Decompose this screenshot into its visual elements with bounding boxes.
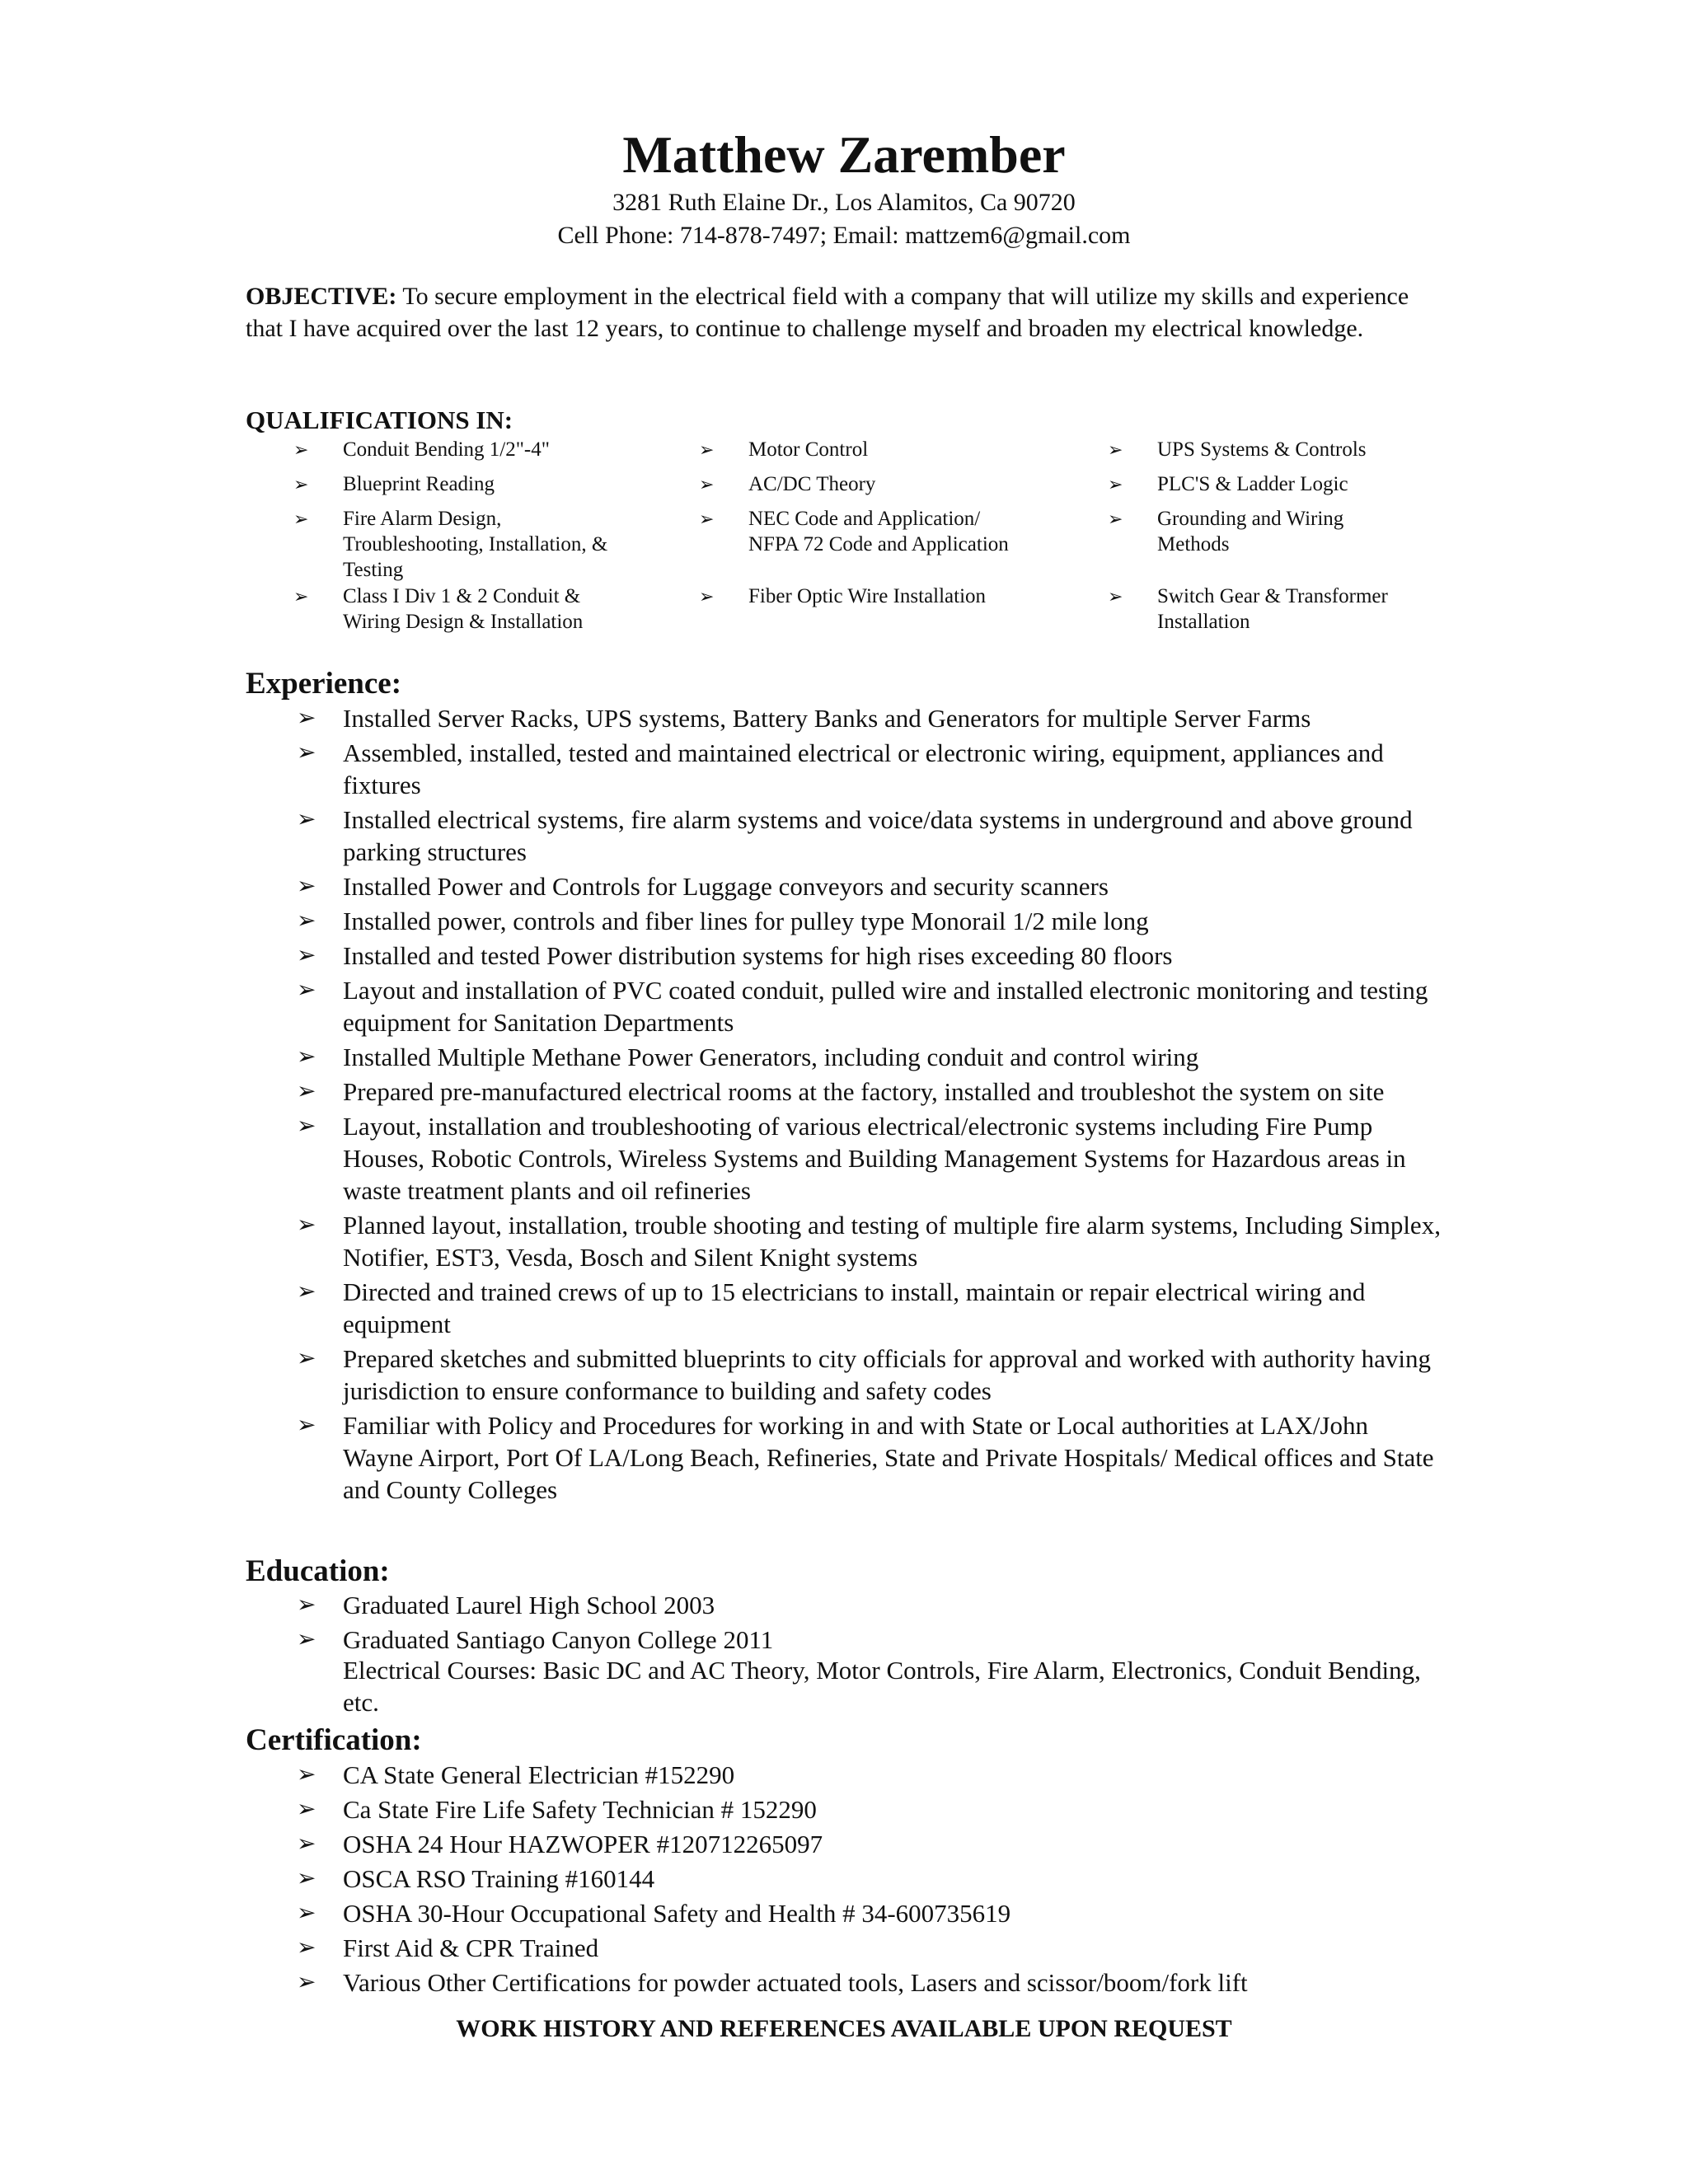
qualifications-title: QUALIFICATIONS IN:: [246, 405, 513, 434]
list-item: ➢ Planned layout, installation, trouble shooting and testing of multiple fire alarm systems, Including Simplex, Notifier, EST3, Vesda, Bosch and Silent Knight systems: [297, 1211, 1441, 1272]
experience-list: [246, 702, 1441, 1508]
candidate-name: Matthew Zarember: [622, 125, 1066, 184]
arrow-bullet-icon: ➢: [297, 1627, 316, 1652]
arrow-bullet-icon: ➢: [297, 1935, 316, 1961]
list-item: ➢ OSCA RSO Training #160144: [297, 1864, 655, 1893]
arrow-bullet-icon: ➢: [297, 943, 316, 968]
arrow-bullet-icon: ➢: [297, 1279, 316, 1305]
list-item: ➢ Ca State Fire Life Safety Technician # 152290: [297, 1795, 817, 1824]
arrow-bullet-icon: ➢: [297, 1797, 316, 1822]
objective-label: OBJECTIVE:: [246, 283, 397, 310]
arrow-bullet-icon: ➢: [297, 1212, 316, 1238]
list-item: ➢ Layout, installation and troubleshooting of various electrical/electronic systems including Fire Pump Houses, Robotic Controls, Wireless Systems and Building Management Systems for Hazardous areas in waste treatment plants and oil refineries: [297, 1112, 1406, 1205]
arrow-bullet-icon: ➢: [297, 874, 316, 899]
references-footer: WORK HISTORY AND REFERENCES AVAILABLE UPON REQUEST: [456, 2015, 1232, 2042]
objective-text: To secure employment in the electrical field with a company that will utilize my skills and experience that I have acquired over the last 12 years, to continue to challenge myself and broaden my electrical knowledge.: [246, 283, 1409, 342]
resume-page: Matthew Zarember 3281 Ruth Elaine Dr., Los Alamitos, Ca 90720 Cell Phone: 714-878-7497; Email: mattzem6@gmail.com OBJECTIVE: To secure employment in the electrical field with a company that will utilize my skills and experience that I have acquired over the last 12 years, to continue to challenge myself and broaden my electrical knowledge. QUALIFICATIONS IN: ➢ Conduit Bending 1/2"-4" ➢ Blueprint Reading ➢ Fire Alarm Design, Troubleshooting, Installation, & Testing ➢ Class I Div 1 & 2 Conduit & Wiring Design & Installation ➢ Motor Control ➢ AC/DC Theory ➢ NEC Code and Application/ NFPA 72 Code and Application ➢ Fiber Optic Wire Installation ➢ UPS Systems & Controls ➢ PLC'S & Ladder Logic ➢ Grounding and Wiring Methods ➢ Switch Gear & Transformer Installation Experience: ➢ Installed Server Racks, UPS systems, Battery Banks and Generators for multiple Server Farms ➢ Assembled, installed, tested and maintained electrical or electronic wiring, equipment, appliances and fixtures ➢ Installed electrical systems, fire alarm systems and voice/data systems in underground and above ground parking structures ➢ Installed Power and Controls for Luggage conveyors and security scanners ➢ Installed power, controls and fiber lines for pulley type Monorail 1/2 mile long ➢ Installed and tested Power distribution systems for high rises exceeding 80 floors ➢ Layout and installation of PVC coated conduit, pulled wire and installed electronic monitoring and testing equipment for Sanitation Departments ➢ Installed Multiple Methane Power Generators, including conduit and control wiring ➢ Prepared pre-manufactured electrical rooms at the factory, installed and troubleshot the system on site ➢ Layout, installation and troubleshooting of various electrical/electronic systems including Fire Pump Houses, Robotic Controls, Wireless Systems and Building Management Systems for Hazardous areas in waste treatment plants and oil refineries ➢ Planned layout, installation, trouble shooting and testing of multiple fire alarm systems, Including Simplex, Notifier, EST3, Vesda, Bosch and Silent Knight systems ➢ Directed and trained crews of up to 15 electricians to install, maintain or repair electrical wiring and equipment ➢ Prepared sketches and submitted blueprints to city officials for approval and worked with authority having jurisdiction to ensure conformance to building and safety codes ➢ Familiar with Policy and Procedures for working in and with State or Local authorities at LAX/John Wayne Airport, Port Of LA/Long Beach, Refineries, State and Private Hospitals/ Medical offices and State and County Colleges Education: ➢ Graduated Laurel High School 2003 ➢ Graduated Santiago Canyon College 2011 Electrical Courses: Basic DC and AC Theory, Motor Controls, Fire Alarm, Electronics, Conduit Bending, etc. Certification: ➢ CA State General Electrician #152290 ➢ Ca State Fire Life Safety Technician # 152290 ➢ OSHA 24 Hour HAZWOPER #120712265097 ➢ OSCA RSO Training #160144 ➢ OSHA 30-Hour Occupational Safety and Health # 34-600735619 ➢ First Aid & CPR Trained ➢ Various Other Certifications for powder actuated tools, Lasers and scissor/boom/fork lift WORK HISTORY AND REFERENCES AVAILABLE UPON REQUEST: [0, 0, 1688, 2184]
arrow-bullet-icon: ➢: [297, 1413, 316, 1438]
list-item: ➢ Installed Power and Controls for Luggage conveyors and security scanners: [297, 872, 1109, 901]
list-item: ➢ Prepared sketches and submitted blueprints to city officials for approval and worked with authority having jurisdiction to ensure conformance to building and safety codes: [297, 1344, 1432, 1405]
arrow-bullet-icon: ➢: [293, 586, 309, 607]
arrow-bullet-icon: ➢: [699, 509, 715, 529]
arrow-bullet-icon: ➢: [699, 474, 715, 494]
list-item: ➢ Installed Multiple Methane Power Generators, including conduit and control wiring: [297, 1043, 1199, 1071]
arrow-bullet-icon: ➢: [297, 908, 316, 934]
arrow-bullet-icon: ➢: [297, 1900, 316, 1926]
arrow-bullet-icon: ➢: [293, 439, 309, 460]
list-item: ➢ Installed and tested Power distribution systems for high rises exceeding 80 floors: [297, 941, 1173, 970]
arrow-bullet-icon: ➢: [1108, 586, 1123, 607]
list-item: ➢ Various Other Certifications for powder actuated tools, Lasers and scissor/boom/fork lift: [297, 1968, 1248, 1997]
list-item: ➢ Assembled, installed, tested and maintained electrical or electronic wiring, equipment, appliances and fixtures: [297, 738, 1384, 799]
arrow-bullet-icon: ➢: [297, 740, 316, 766]
arrow-bullet-icon: ➢: [293, 509, 309, 529]
arrow-bullet-icon: ➢: [297, 705, 316, 731]
objective-section: [246, 280, 1432, 344]
arrow-bullet-icon: ➢: [297, 1831, 316, 1857]
education-list: [246, 1589, 1441, 1658]
list-item: ➢ Installed Server Racks, UPS systems, Battery Banks and Generators for multiple Server Farms: [297, 704, 1311, 733]
list-item: ➢ OSHA 30-Hour Occupational Safety and Health # 34-600735619: [297, 1899, 1011, 1928]
arrow-bullet-icon: ➢: [297, 1044, 316, 1070]
arrow-bullet-icon: ➢: [297, 1113, 316, 1139]
arrow-bullet-icon: ➢: [297, 1346, 316, 1371]
arrow-bullet-icon: ➢: [297, 807, 316, 832]
certification-title: Certification:: [246, 1723, 422, 1757]
arrow-bullet-icon: ➢: [297, 977, 316, 1003]
list-item: ➢ Installed electrical systems, fire alarm systems and voice/data systems in underground and above ground parking structures: [297, 805, 1413, 866]
arrow-bullet-icon: ➢: [1108, 474, 1123, 494]
list-item: ➢ First Aid & CPR Trained: [297, 1933, 599, 1962]
arrow-bullet-icon: ➢: [297, 1079, 316, 1104]
arrow-bullet-icon: ➢: [297, 1866, 316, 1891]
education-title: Education:: [246, 1554, 390, 1588]
list-item: ➢ OSHA 24 Hour HAZWOPER #120712265097: [297, 1830, 823, 1858]
resume-header: [0, 124, 1688, 252]
list-item: ➢ Graduated Laurel High School 2003: [297, 1591, 715, 1619]
education-courses: Electrical Courses: Basic DC and AC Theory, Motor Controls, Fire Alarm, Electronics, Conduit Bending, etc.: [343, 1656, 1421, 1717]
list-item: ➢ Familiar with Policy and Procedures for working in and with State or Local authorities at LAX/John Wayne Airport, Port Of LA/Long Beach, Refineries, State and Private Hospitals/ Medical offices and State and County Colleges: [297, 1411, 1434, 1504]
list-item: ➢ Directed and trained crews of up to 15 electricians to install, maintain or repair electrical wiring and equipment: [297, 1277, 1366, 1338]
arrow-bullet-icon: ➢: [293, 474, 309, 494]
arrow-bullet-icon: ➢: [699, 586, 715, 607]
contact-line: Cell Phone: 714-878-7497; Email: mattzem6@gmail.com: [557, 222, 1131, 249]
list-item: ➢ Prepared pre-manufactured electrical rooms at the factory, installed and troubleshot the system on site: [297, 1077, 1385, 1106]
arrow-bullet-icon: ➢: [297, 1762, 316, 1788]
experience-title: Experience:: [246, 667, 402, 701]
list-item: ➢ Layout and installation of PVC coated conduit, pulled wire and installed electronic monitoring and testing equipment for Sanitation Departments: [297, 976, 1428, 1037]
list-item: ➢ Installed power, controls and fiber lines for pulley type Monorail 1/2 mile long: [297, 907, 1149, 935]
list-item: ➢ Graduated Santiago Canyon College 2011: [297, 1625, 774, 1654]
arrow-bullet-icon: ➢: [1108, 509, 1123, 529]
list-item: ➢ CA State General Electrician #152290: [297, 1760, 735, 1789]
address-line: 3281 Ruth Elaine Dr., Los Alamitos, Ca 90720: [612, 189, 1076, 216]
certification-list: [246, 1759, 1441, 2001]
arrow-bullet-icon: ➢: [297, 1970, 316, 1995]
arrow-bullet-icon: ➢: [297, 1592, 316, 1618]
arrow-bullet-icon: ➢: [1108, 439, 1123, 460]
arrow-bullet-icon: ➢: [699, 439, 715, 460]
